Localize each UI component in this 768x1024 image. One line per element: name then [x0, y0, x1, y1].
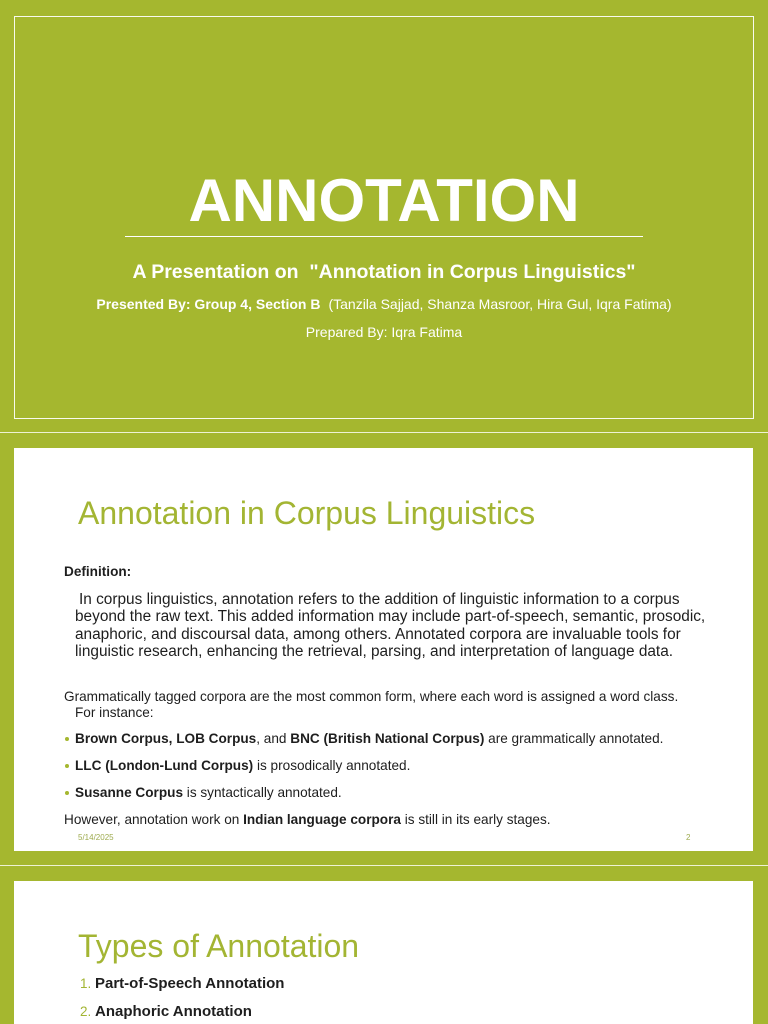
presented-by-label: Presented By: Group 4, Section B: [96, 296, 321, 312]
page-separator: [0, 432, 768, 433]
bold-term: LLC (London-Lund Corpus): [75, 758, 254, 773]
page-separator: [0, 865, 768, 866]
presenters-list: (Tanzila Sajjad, Shanza Masroor, Hira Gul, Iqra Fatima): [328, 296, 672, 312]
definition-label: Definition:: [64, 564, 132, 579]
bullet-marker: [65, 737, 69, 741]
list-item-label: Anaphoric Annotation: [95, 1003, 252, 1020]
list-number: 2.: [80, 1004, 92, 1019]
list-item: [14, 785, 753, 812]
bold-term: Indian language corpora: [243, 812, 401, 827]
closing-note: [64, 812, 551, 828]
bullet-marker: [65, 791, 69, 795]
text-segment: , and: [256, 731, 291, 746]
list-item-text: [75, 731, 663, 747]
list-item-text: [75, 785, 342, 801]
text-segment: is syntactically annotated.: [183, 785, 342, 800]
definition-text: In corpus linguistics, annotation refers to the addition of linguistic information to a corpus beyond the raw text. This added information may include part-of-speech, semantic, prosodic, anaphoric, and discoursal data, among others. Annotated corpora are invaluable tools for linguistic research, enhancing the retrieval, parsing, and interpretation of language data.: [75, 591, 706, 660]
title-underline: [125, 236, 643, 237]
presented-by-line: [0, 297, 768, 311]
text-segment: is prosodically annotated.: [253, 758, 411, 773]
slide-3: [14, 881, 753, 1024]
list-item: [14, 758, 753, 785]
numbered-list: [14, 975, 753, 1024]
prepared-by: Prepared By: Iqra Fatima: [305, 324, 463, 340]
bold-term: Brown Corpus, LOB Corpus: [75, 731, 257, 746]
text-segment: are grammatically annotated.: [484, 731, 664, 746]
list-item: [14, 975, 753, 1003]
grammar-note-text: Grammatically tagged corpora are the most common form, where each word is assigned a word class.: [64, 689, 679, 704]
list-item: [14, 1003, 753, 1024]
grammar-note-continuation: For instance:: [75, 705, 154, 720]
slide-2: [14, 448, 753, 851]
list-item-label: Part-of-Speech Annotation: [95, 975, 285, 992]
slide-date: 5/14/2025: [78, 833, 114, 842]
text-segment: is still in its early stages.: [400, 812, 551, 827]
slide-title: Types of Annotation: [78, 928, 360, 964]
slide-title: Annotation in Corpus Linguistics: [78, 495, 536, 531]
list-number: 1.: [80, 976, 92, 991]
bold-term: BNC (British National Corpus): [290, 731, 485, 746]
list-item-text: [75, 758, 410, 774]
slide-title: ANNOTATION: [188, 167, 580, 234]
slide-1: [0, 0, 768, 432]
slide-number: 2: [686, 833, 691, 842]
list-item: [14, 731, 753, 758]
slide-subtitle: A Presentation on "Annotation in Corpus Linguistics": [132, 261, 636, 283]
grammar-note: [64, 689, 744, 721]
bold-term: Susanne Corpus: [75, 785, 184, 800]
bullet-list: [14, 731, 753, 812]
text-segment: However, annotation work on: [64, 812, 244, 827]
bullet-marker: [65, 764, 69, 768]
